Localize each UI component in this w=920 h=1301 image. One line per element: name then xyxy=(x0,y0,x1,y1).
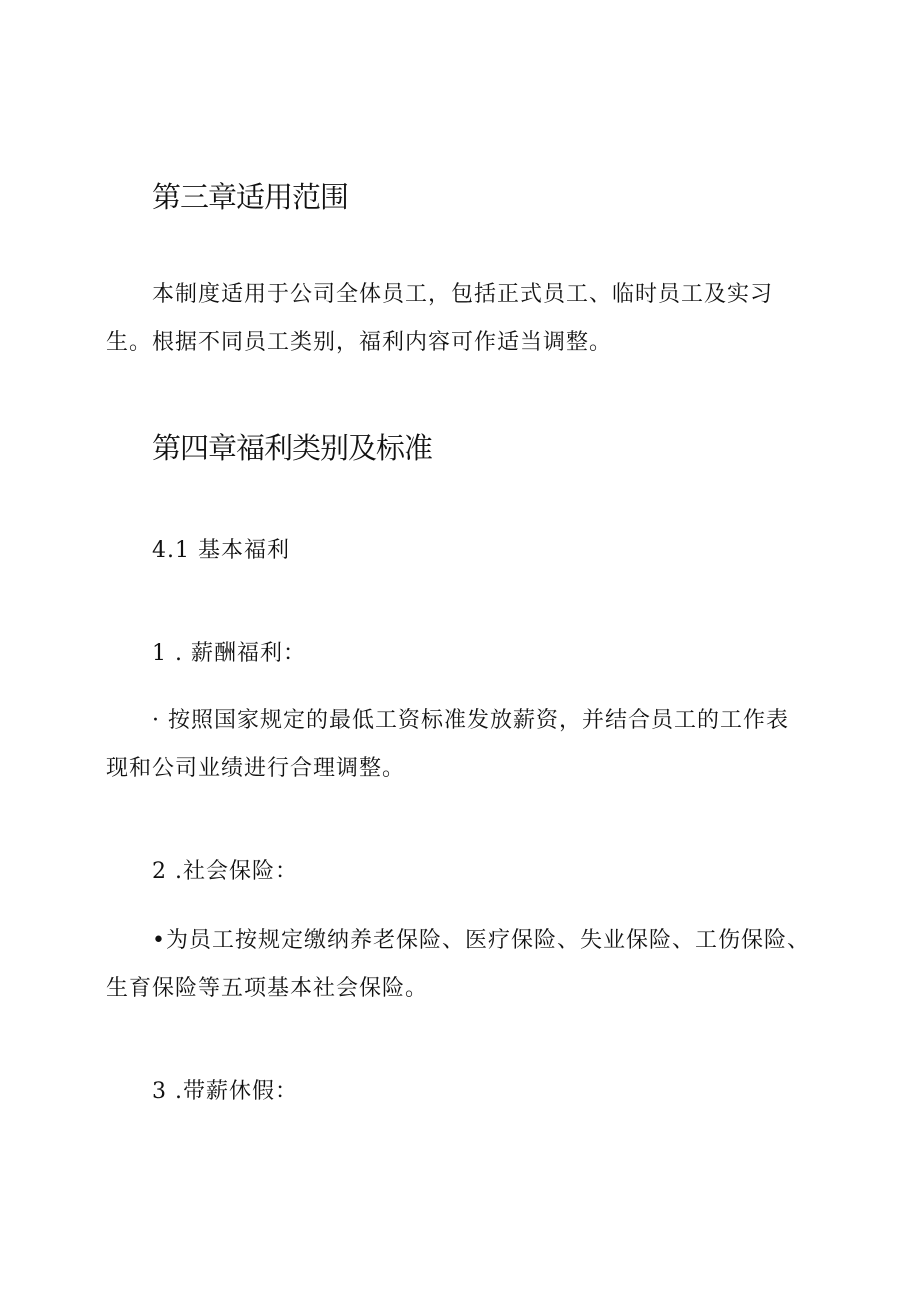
item2-line2: 生育保险等五项基本社会保险。 xyxy=(106,976,429,1001)
chapter3-title: 第三章适用范围 xyxy=(152,180,349,214)
item1-label: 1 . 薪酬福利： xyxy=(152,641,306,666)
item1-line1: · 按照国家规定的最低工资标准发放薪资，并结合员工的工作表 xyxy=(152,708,789,733)
section-4-1-heading: 4.1 基本福利 xyxy=(152,538,290,563)
chapter3-paragraph-line2: 生。根据不同员工类别，福利内容可作适当调整。 xyxy=(106,330,613,355)
item1-line2: 现和公司业绩进行合理调整。 xyxy=(106,756,406,781)
item2-label: 2 .社会保险： xyxy=(152,859,298,884)
chapter3-paragraph-line1: 本制度适用于公司全体员工，包括正式员工、临时员工及实习 xyxy=(152,282,774,307)
chapter4-title: 第四章福利类别及标准 xyxy=(152,431,433,465)
item2-line1: •为员工按规定缴纳养老保险、医疗保险、失业保险、工伤保险、 xyxy=(152,928,810,953)
item3-label: 3 .带薪休假： xyxy=(152,1079,298,1104)
